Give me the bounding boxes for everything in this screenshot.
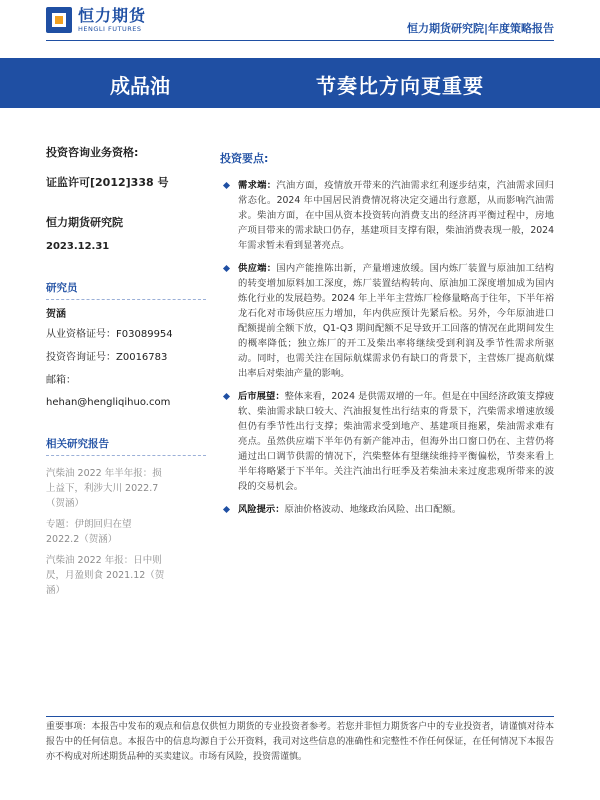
bullet-text: 汽油方面，疫情放开带来的汽油需求红利逐步结束，汽油需求回归常态化。2024 年中国居民消费情况将决定交通出行意愿，从而影响汽油需求。柴油方面，在中国从资本投资转向消费支出的经济再平衡过程中，房地产项目带来的需求缺口仍存，基建项目支撑有限，柴油消费表现一般，2024 年需求暂未看到显著亮点。 (238, 180, 554, 251)
bullet-text: 国内产能推陈出新，产量增速放缓。国内炼厂装置与原油加工结构的转变增加原料加工深度，炼厂装置结构转向、原油加工深度增加成为国内炼化行业的发展趋势。2024 年上半年主营炼厂检修量略高于往年，下半年裕龙石化对市场供应压力增加，年内供应预计先紧后松。另外，今年原油进口配额提前全额下放，Q1-Q3 期间配额不足导致开工回落的情况在此期间发生的概率降低；独立炼厂的开工及柴出率将继续受到利润及季节性需求所驱动。同时，也需关注在国际航煤需求仍有缺口的背景下，主营炼厂提高航煤出率后对柴油产量的影响。 (238, 263, 554, 379)
related-reports-heading: 相关研究报告 (46, 438, 109, 450)
bullet-risk (220, 502, 554, 517)
related-report-line: 涵） (46, 585, 66, 596)
header-divider (46, 40, 554, 41)
related-report-line: 汽柴油 2022 年半年报：损 (46, 468, 162, 479)
company-logo (46, 7, 146, 33)
sidebar (46, 146, 206, 598)
related-report-line: 2022.2（贺涵） (46, 534, 118, 545)
related-divider (46, 455, 206, 456)
researcher-divider (46, 299, 206, 300)
bullet-text: 整体来看，2024 是供需双增的一年。但是在中国经济政策支撑疲软、柴油需求缺口较大、汽油报复性出行结束的背景下，汽柴需求增速放缓但仍有季节性出行支撑；柴油需求受到地产、基建项目拖累，柴油需求难有亮点。虽然供应端下半年仍有新产能冲击，但海外出口窗口仍在、主营仍将通过出口调节供需的情况下，汽柴整体有望继续维持平衡偏松，节奏来看上半年将略紧于下半年。关注汽油出行旺季及若柴油未来过度悲观所带来的波段的交易机会。 (238, 391, 554, 492)
title-banner (0, 58, 600, 108)
report-subject: 成品油 (110, 74, 170, 98)
analyst-email-label: 邮箱： (46, 375, 76, 386)
footer-divider (46, 716, 554, 717)
bullet-demand (220, 178, 554, 253)
related-report-line: 上益下，利涉大川 2022.7 (46, 483, 159, 494)
logo-icon (46, 7, 72, 33)
page-header (0, 0, 600, 46)
bullet-diamond-icon (223, 393, 230, 400)
analyst-name: 贺涵 (46, 309, 66, 320)
analyst-qualification: 从业资格证号：F03089954 (46, 329, 173, 340)
disclaimer-text: 重要事项：本报告中发布的观点和信息仅供恒力期货的专业投资者参考。若您并非恒力期货客户中的专业投资者，请谨慎对待本报告中的任何信息。本报告中的信息均源自于公开资料，我司对这些信息的准确性和完整性不作任何保证，在任何情况下本报告亦不构成对所述期货品种的买卖建议。市场有风险，投资需谨慎。 (46, 722, 554, 762)
related-reports-list (46, 466, 206, 598)
bullet-diamond-icon (223, 182, 230, 189)
bullet-diamond-icon (223, 506, 230, 513)
bullet-label: 供应端： (238, 263, 277, 274)
report-title: 节奏比方向更重要 (316, 74, 484, 98)
qualification-label: 投资咨询业务资格: (46, 146, 139, 159)
institute-name: 恒力期货研究院 (46, 216, 123, 229)
analyst-email[interactable]: hehan@hengliqihuo.com (46, 397, 171, 408)
logo-name-en: HENGLI FUTURES (78, 25, 142, 33)
report-date: 2023.12.31 (46, 241, 110, 252)
logo-name-cn: 恒力期货 (78, 6, 147, 25)
related-report-line: 昃，月盈则食 2021.12（贺 (46, 570, 165, 581)
bullet-text: 原油价格波动、地缘政治风险、出口配额。 (284, 504, 462, 515)
main-content (220, 150, 554, 517)
related-report-line: （贺涵） (46, 498, 85, 509)
license-number: 证监许可[2012]338 号 (46, 176, 169, 189)
bullet-supply (220, 261, 554, 381)
investment-highlights-title: 投资要点: (220, 152, 269, 165)
analyst-consulting: 投资咨询证号：Z0016783 (46, 352, 168, 363)
bullet-diamond-icon (223, 265, 230, 272)
related-report-line: 专题：伊朗回归在望 (46, 519, 132, 530)
report-category: 恒力期货研究院|年度策略报告 (406, 22, 554, 35)
researcher-heading: 研究员 (46, 282, 78, 294)
related-report-line: 汽柴油 2022 年报：日中则 (46, 555, 162, 566)
bullet-label: 需求端： (238, 180, 277, 191)
bullet-outlook (220, 389, 554, 494)
bullet-label: 后市展望： (238, 391, 285, 402)
bullet-label: 风险提示： (238, 504, 285, 515)
